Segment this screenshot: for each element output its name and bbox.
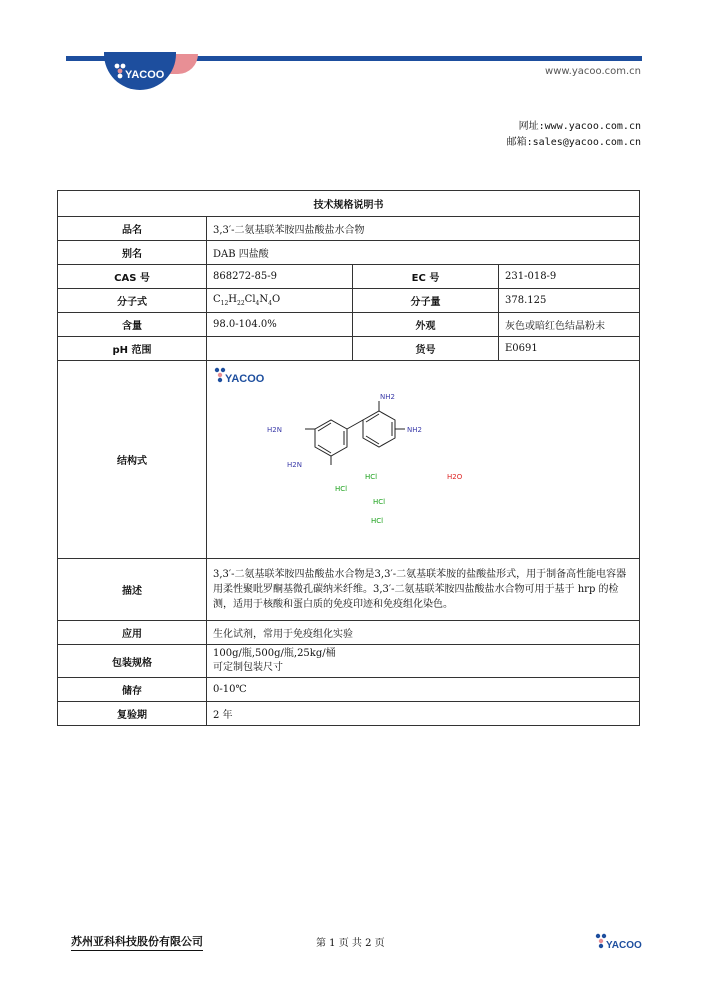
structure-cell bbox=[207, 361, 640, 559]
content-label: 含量 bbox=[58, 313, 207, 337]
desc-value: 3,3′-二氨基联苯胺四盐酸盐水合物是3,3′-二氨基联苯胺的盐酸盐形式，用于制备高性能电容器用柔性聚吡罗酮基微孔碳纳米纤维。3,3′-二氨基联苯胺四盐酸盐水合物可用于基于 hrp 的检测，适用于核酸和蛋白质的免疫印迹和免疫组化染色。 bbox=[207, 559, 640, 621]
table-row bbox=[58, 289, 640, 313]
package-label: 包装规格 bbox=[58, 645, 207, 678]
cas-value: 868272-85-9 bbox=[207, 265, 353, 289]
mw-value: 378.125 bbox=[499, 289, 640, 313]
desc-label: 描述 bbox=[58, 559, 207, 621]
table-row bbox=[58, 337, 640, 361]
table-row bbox=[58, 702, 640, 726]
content-value: 98.0-104.0% bbox=[207, 313, 353, 337]
retest-value: 2 年 bbox=[207, 702, 640, 726]
footer-brand: YACOO bbox=[606, 940, 642, 951]
alias-label: 别名 bbox=[58, 241, 207, 265]
footer-company: 苏州亚科科技股份有限公司 bbox=[71, 933, 203, 951]
product-name-label: 品名 bbox=[58, 217, 207, 241]
storage-label: 储存 bbox=[58, 678, 207, 702]
structure-image bbox=[207, 361, 639, 555]
table-row bbox=[58, 265, 640, 289]
amine-label: H2N bbox=[267, 426, 282, 434]
item-no-label: 货号 bbox=[353, 337, 499, 361]
structure-logo-text: YACOO bbox=[225, 373, 265, 385]
spec-title: 技术规格说明书 bbox=[58, 191, 640, 217]
header-url[interactable]: www.yacoo.com.cn bbox=[545, 66, 641, 77]
table-row bbox=[58, 217, 640, 241]
alias-value: DAB 四盐酸 bbox=[207, 241, 640, 265]
hcl-label: HCl bbox=[371, 517, 384, 525]
table-row bbox=[58, 361, 640, 559]
structure-label: 结构式 bbox=[58, 361, 207, 559]
benzidine-skeleton bbox=[305, 401, 405, 465]
header-logo bbox=[104, 52, 176, 90]
package-line: 100g/瓶,500g/瓶,25kg/桶 bbox=[213, 648, 336, 659]
amine-label: NH2 bbox=[380, 393, 395, 401]
header-brand: YACOO bbox=[125, 69, 165, 81]
table-row bbox=[58, 559, 640, 621]
ph-label: pH 范围 bbox=[58, 337, 207, 361]
formula-value: $C_{12}H_{22}Cl_4N_4O$ bbox=[207, 289, 353, 313]
hcl-label: HCl bbox=[373, 498, 386, 506]
ph-value bbox=[207, 337, 353, 361]
amine-label: NH2 bbox=[407, 426, 422, 434]
formula-label: 分子式 bbox=[58, 289, 207, 313]
yacoo-logo-icon bbox=[594, 930, 644, 952]
table-row bbox=[58, 621, 640, 645]
package-line: 可定制包装尺寸 bbox=[213, 662, 283, 673]
structure-logo-icon bbox=[215, 368, 265, 385]
table-row bbox=[58, 678, 640, 702]
storage-value: 0-10℃ bbox=[207, 678, 640, 702]
yacoo-logo-icon bbox=[104, 52, 176, 90]
usage-value: 生化试剂，常用于免疫组化实验 bbox=[207, 621, 640, 645]
cas-label: CAS 号 bbox=[58, 265, 207, 289]
amine-label: H2N bbox=[287, 461, 302, 469]
water-label: H2O bbox=[447, 473, 463, 481]
hcl-label: HCl bbox=[335, 485, 348, 493]
hcl-label: HCl bbox=[365, 473, 378, 481]
package-value bbox=[207, 645, 640, 678]
table-row bbox=[58, 191, 640, 217]
email-line[interactable]: 邮箱:sales@yacoo.com.cn bbox=[506, 137, 641, 148]
ec-label: EC 号 bbox=[353, 265, 499, 289]
product-name-value: 3,3′-二氨基联苯胺四盐酸盐水合物 bbox=[207, 217, 640, 241]
table-row bbox=[58, 241, 640, 265]
retest-label: 复验期 bbox=[58, 702, 207, 726]
footer-page-number: 第 1 页 共 2 页 bbox=[316, 938, 385, 949]
usage-label: 应用 bbox=[58, 621, 207, 645]
ec-value: 231-018-9 bbox=[499, 265, 640, 289]
table-row bbox=[58, 645, 640, 678]
contact-block bbox=[507, 119, 641, 151]
item-no-value: E0691 bbox=[499, 337, 640, 361]
appearance-value: 灰色或暗红色结晶粉末 bbox=[499, 313, 640, 337]
table-row bbox=[58, 313, 640, 337]
footer-logo bbox=[594, 930, 644, 956]
mw-label: 分子量 bbox=[353, 289, 499, 313]
spec-table bbox=[57, 190, 640, 726]
appearance-label: 外观 bbox=[353, 313, 499, 337]
website-line[interactable]: 网址:www.yacoo.com.cn bbox=[518, 121, 641, 132]
